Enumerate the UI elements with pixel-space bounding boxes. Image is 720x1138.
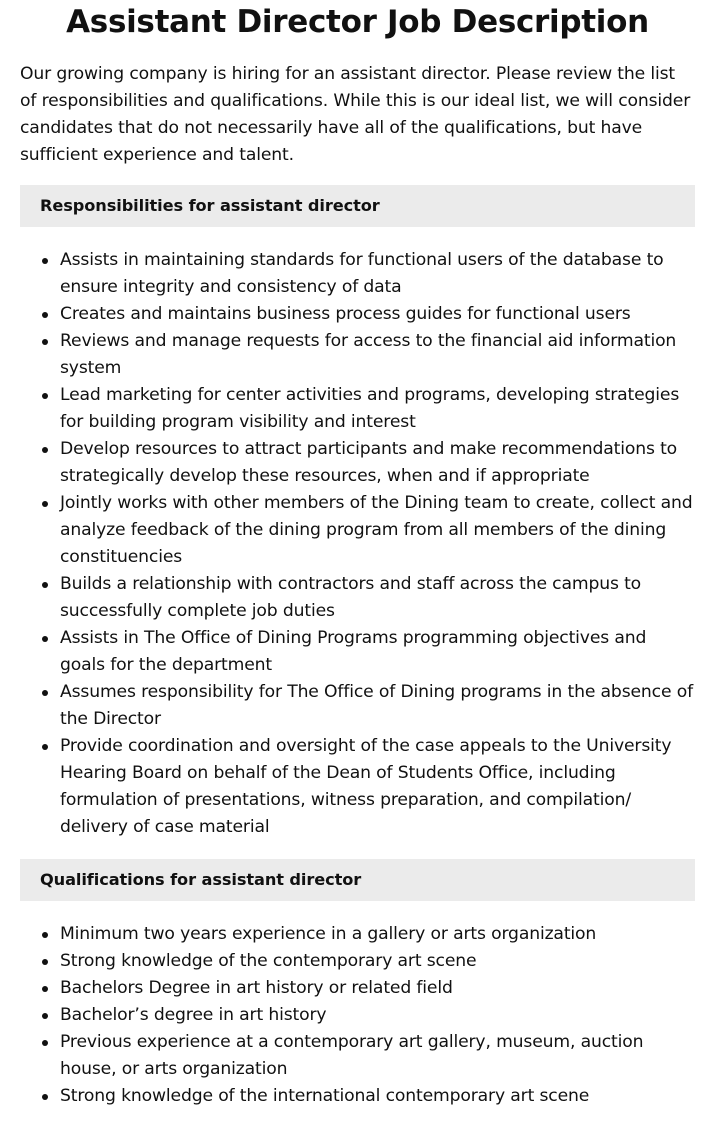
list-item: Strong knowledge of the contemporary art scene — [60, 948, 695, 975]
list-item: Provide coordination and oversight of the case appeals to the University Hearing Board on behalf of the Dean of Students Office, including formulation of presentations, witness preparation, and compilation/ delivery of case material — [60, 733, 695, 841]
list-item: Assists in maintaining standards for functional users of the database to ensure integrity and consistency of data — [60, 247, 695, 301]
list-item: Bachelors Degree in art history or related field — [60, 975, 695, 1002]
list-item: Jointly works with other members of the Dining team to create, collect and analyze feedback of the dining program from all members of the dining constituencies — [60, 490, 695, 571]
qualifications-heading: Qualifications for assistant director — [20, 859, 695, 901]
list-item: Lead marketing for center activities and programs, developing strategies for building program visibility and interest — [60, 382, 695, 436]
list-item: Reviews and manage requests for access to the financial aid information system — [60, 328, 695, 382]
list-item: Bachelor’s degree in art history — [60, 1002, 695, 1029]
responsibilities-heading: Responsibilities for assistant director — [20, 185, 695, 227]
list-item: Develop resources to attract participants and make recommendations to strategically develop these resources, when and if appropriate — [60, 436, 695, 490]
list-item: Minimum two years experience in a gallery or arts organization — [60, 921, 695, 948]
list-item: Previous experience at a contemporary art gallery, museum, auction house, or arts organization — [60, 1029, 695, 1083]
qualifications-list — [20, 921, 695, 1110]
list-item: Assumes responsibility for The Office of Dining programs in the absence of the Director — [60, 679, 695, 733]
intro-paragraph: Our growing company is hiring for an assistant director. Please review the list of responsibilities and qualifications. While this is our ideal list, we will consider candidates that do not necessarily have all of the qualifications, but have sufficient experience and talent. — [20, 64, 691, 165]
list-item: Creates and maintains business process guides for functional users — [60, 301, 695, 328]
list-item: Strong knowledge of the international contemporary art scene — [60, 1083, 695, 1110]
responsibilities-list — [20, 247, 695, 841]
list-item: Builds a relationship with contractors and staff across the campus to successfully complete job duties — [60, 571, 695, 625]
list-item: Assists in The Office of Dining Programs programming objectives and goals for the department — [60, 625, 695, 679]
page-title: Assistant Director Job Description — [66, 4, 649, 40]
